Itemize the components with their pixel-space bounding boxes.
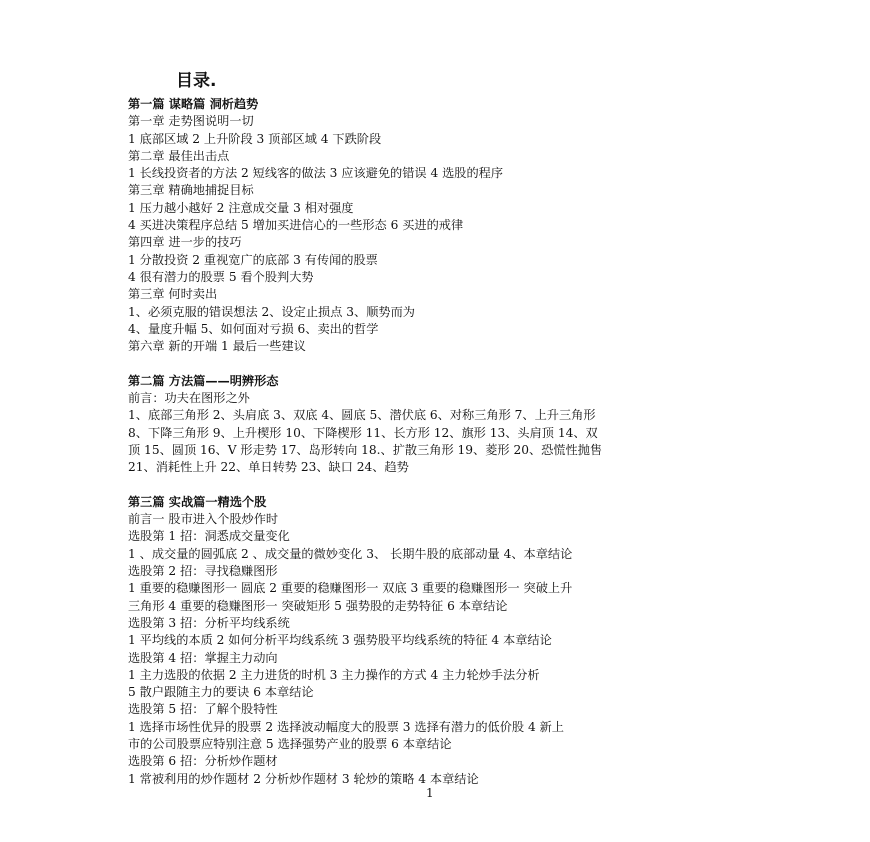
part-2-heading: 第二篇 方法篇——明辨形态 bbox=[128, 373, 279, 388]
toc-line: 第四章 进一步的技巧 bbox=[128, 235, 242, 250]
section-gap bbox=[128, 477, 748, 494]
part-3-heading: 第三篇 实战篇一精选个股 bbox=[128, 494, 267, 509]
toc-line: 4 很有潜力的股票 5 看个股判大势 bbox=[128, 269, 314, 284]
toc-line: 21、消耗性上升 22、单日转势 23、缺口 24、趋势 bbox=[128, 460, 409, 475]
toc-line: 4 买进决策程序总结 5 增加买进信心的一些形态 6 买进的戒律 bbox=[128, 218, 464, 233]
toc-line: 8、下降三角形 9、上升楔形 10、下降楔形 11、长方形 12、旗形 13、头肩顶 14、双 bbox=[128, 425, 598, 440]
toc-line: 1 平均线的本质 2 如何分析平均线系统 3 强势股平均线系统的特征 4 本章结论 bbox=[128, 633, 552, 648]
toc-line: 1 压力越小越好 2 注意成交量 3 相对强度 bbox=[128, 200, 354, 215]
toc-line: 5 散户跟随主力的要诀 6 本章结论 bbox=[128, 685, 314, 700]
toc-line: 第六章 新的开端 1 最后一些建议 bbox=[128, 339, 306, 354]
toc-line: 第三章 精确地捕捉目标 bbox=[128, 183, 254, 198]
toc-line: 1 、成交量的圆弧底 2 、成交量的微妙变化 3、 长期牛股的底部动量 4、本章结论 bbox=[128, 546, 573, 561]
toc-line: 选股第 3 招：分析平均线系统 bbox=[128, 615, 290, 630]
part-1-section bbox=[128, 96, 748, 355]
toc-line: 选股第 6 招：分析炒作题材 bbox=[128, 754, 278, 769]
toc-line: 1 常被利用的炒作题材 2 分析炒作题材 3 轮炒的策略 4 本章结论 bbox=[128, 771, 479, 786]
toc-line: 第三章 何时卖出 bbox=[128, 287, 218, 302]
toc-line: 三角形 4 重要的稳赚图形一 突破矩形 5 强势股的走势特征 6 本章结论 bbox=[128, 598, 508, 613]
toc-line: 1 主力选股的依据 2 主力进货的时机 3 主力操作的方式 4 主力轮炒手法分析 bbox=[128, 667, 540, 682]
toc-line: 1 长线投资者的方法 2 短线客的做法 3 应该避免的错误 4 选股的程序 bbox=[128, 166, 504, 181]
toc-line: 市的公司股票应特别注意 5 选择强势产业的股票 6 本章结论 bbox=[128, 736, 452, 751]
toc-line: 第二章 最佳出击点 bbox=[128, 148, 230, 163]
toc-line: 1、底部三角形 2、头肩底 3、双底 4、圆底 5、潜伏底 6、对称三角形 7、上升三角形 bbox=[128, 408, 596, 423]
part-1-heading: 第一篇 谋略篇 洞析趋势 bbox=[128, 97, 259, 111]
section-gap bbox=[128, 355, 748, 372]
toc-title: 目录. bbox=[176, 71, 217, 91]
toc-line: 前言一 股市进入个股炒作时 bbox=[128, 512, 279, 527]
toc-line: 1 重要的稳赚图形一 圆底 2 重要的稳赚图形一 双底 3 重要的稳赚图形一 突破上升 bbox=[128, 581, 573, 596]
toc-line: 前言：功夫在图形之外 bbox=[128, 391, 250, 406]
toc-line: 选股第 1 招：洞悉成交量变化 bbox=[128, 529, 290, 544]
toc-line: 顶 15、圆顶 16、V 形走势 17、岛形转向 18.、扩散三角形 19、菱形 20、恐慌性抛售 bbox=[128, 442, 603, 457]
toc-line: 1 分散投资 2 重视宽广的底部 3 有传闻的股票 bbox=[128, 252, 378, 267]
toc-line: 1、必须克服的错误想法 2、设定止损点 3、顺势而为 bbox=[128, 304, 415, 319]
part-3-section bbox=[128, 494, 748, 788]
toc-line: 1 底部区域 2 上升阶段 3 顶部区域 4 下跌阶段 bbox=[128, 131, 382, 146]
toc-content bbox=[128, 96, 748, 788]
toc-line: 选股第 4 招：掌握主力动向 bbox=[128, 650, 278, 665]
toc-line: 1 选择市场性优异的股票 2 选择波动幅度大的股票 3 选择有潜力的低价股 4 新上 bbox=[128, 719, 564, 734]
toc-line: 4、量度升幅 5、如何面对亏损 6、卖出的哲学 bbox=[128, 321, 379, 336]
toc-line: 选股第 2 招：寻找稳赚图形 bbox=[128, 564, 278, 579]
toc-line: 第一章 走势图说明一切 bbox=[128, 114, 254, 129]
part-2-section bbox=[128, 373, 748, 477]
toc-line: 选股第 5 招：了解个股特性 bbox=[128, 702, 278, 717]
page-number: 1 bbox=[426, 786, 434, 800]
